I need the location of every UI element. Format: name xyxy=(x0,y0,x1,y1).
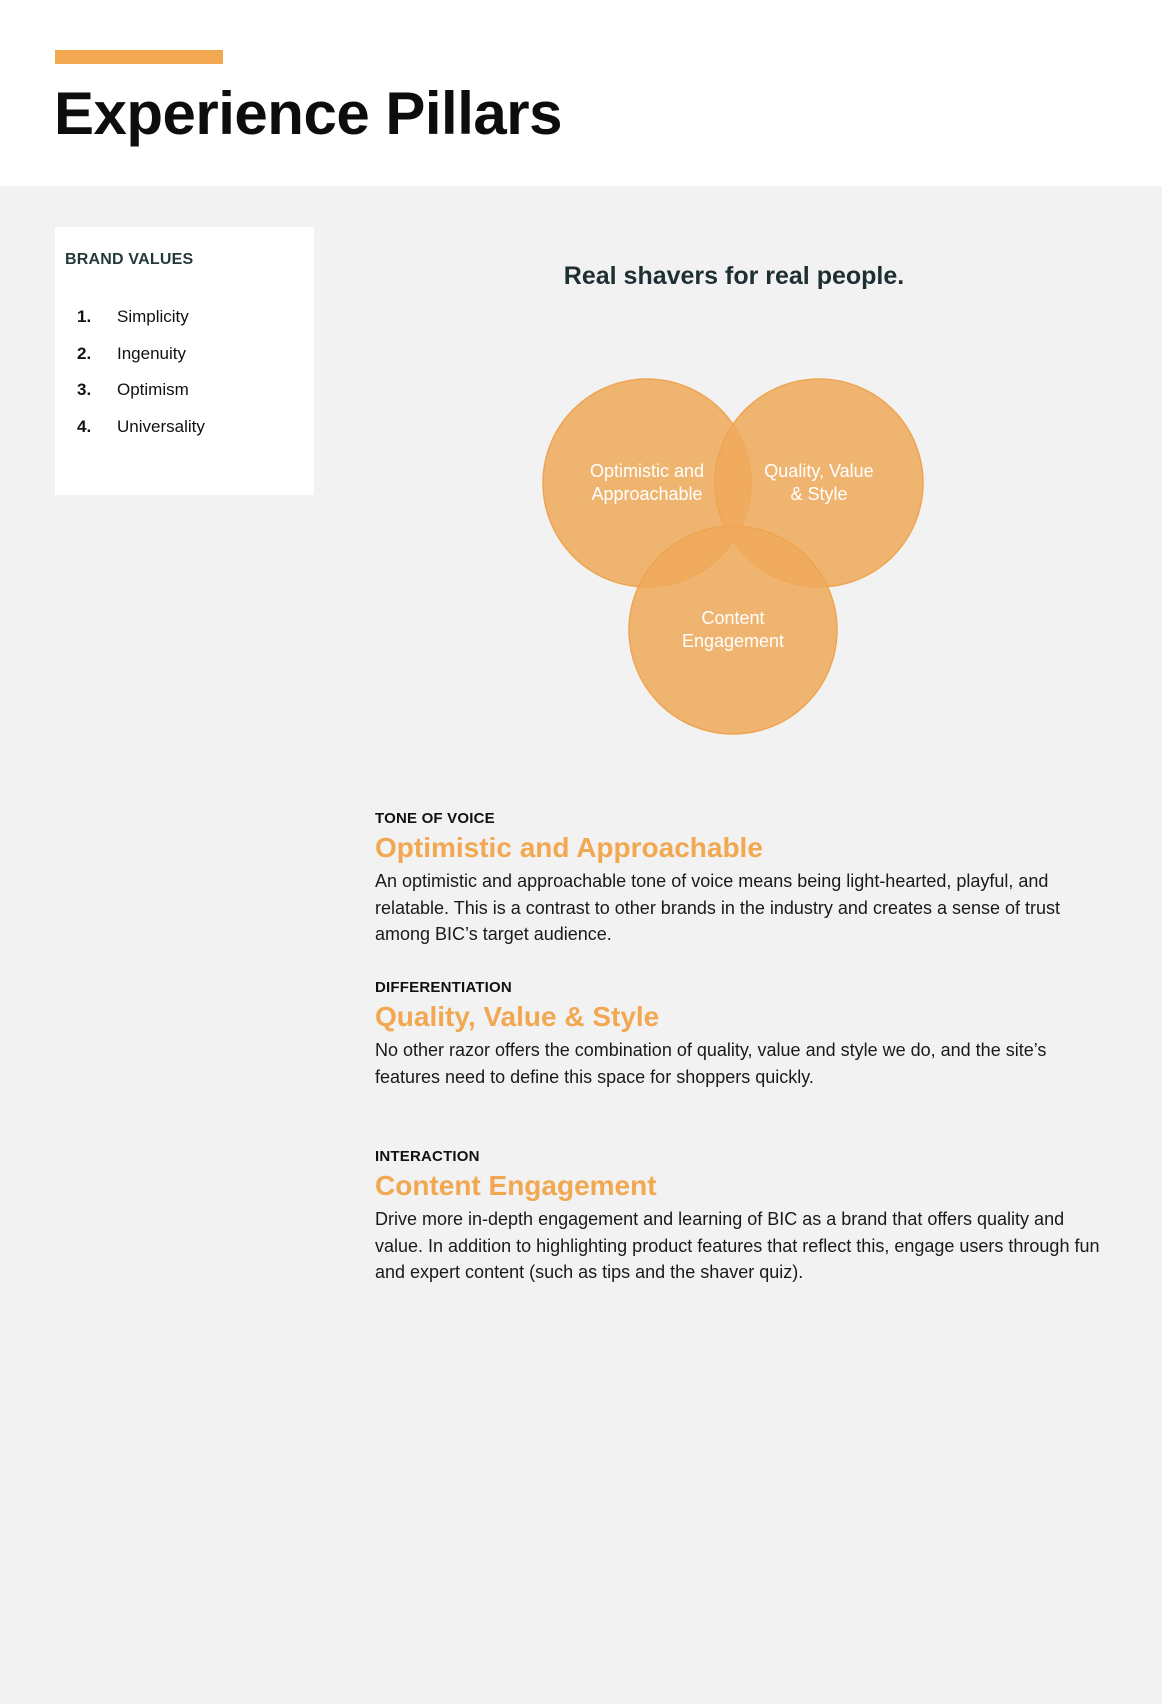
section-label: TONE OF VOICE xyxy=(375,810,495,827)
list-item xyxy=(77,307,205,344)
venn-label-optimistic-line1: Optimistic and xyxy=(589,461,705,481)
list-item-number: 2. xyxy=(77,343,92,363)
list-item-number: 1. xyxy=(77,307,92,326)
list-item-number: 3. xyxy=(77,380,92,399)
section-label: DIFFERENTIATION xyxy=(375,979,512,996)
page-title: Experience Pillars xyxy=(54,80,562,147)
brand-values-list xyxy=(77,307,205,453)
section-tone-of-voice xyxy=(375,810,1105,948)
list-item-number: 4. xyxy=(77,416,92,436)
tagline: Real shavers for real people. xyxy=(563,262,905,290)
section-title: Content Engagement xyxy=(375,1170,657,1201)
venn-circle-engagement xyxy=(629,526,837,734)
page-header xyxy=(0,0,1162,186)
venn-label-engagement-line1: Content xyxy=(701,608,765,628)
section-label: INTERACTION xyxy=(375,1148,480,1165)
brand-values-card xyxy=(55,227,314,495)
venn-label-engagement-line2: Engagement xyxy=(681,631,785,651)
list-item xyxy=(77,344,205,381)
list-item-label: Optimism xyxy=(117,380,189,399)
section-body: No other razor offers the combination of quality, value and style we do, and the site’s features need to define this space for shoppers quickly. xyxy=(375,1040,1047,1087)
list-item xyxy=(77,380,205,417)
venn-diagram xyxy=(540,376,930,736)
venn-label-quality-line1: Quality, Value xyxy=(764,461,874,481)
section-differentiation xyxy=(375,979,1105,1090)
brand-values-heading: BRAND VALUES xyxy=(65,251,194,268)
list-item-label: Simplicity xyxy=(117,307,189,326)
venn-label-optimistic-line2: Approachable xyxy=(591,484,703,504)
list-item xyxy=(77,417,205,454)
accent-bar xyxy=(55,50,223,64)
section-title: Optimistic and Approachable xyxy=(375,832,763,863)
section-body: Drive more in-depth engagement and learning of BIC as a brand that offers quality and value. In addition to highlighting product features that reflect this, engage users through fun and expert content (such as tips and the shaver quiz). xyxy=(375,1209,1100,1282)
list-item-label: Ingenuity xyxy=(117,343,186,363)
list-item-label: Universality xyxy=(117,416,205,436)
section-body: An optimistic and approachable tone of voice means being light-hearted, playful, and relatable. This is a contrast to other brands in the industry and creates a sense of trust among BIC’s target audience. xyxy=(375,871,1061,944)
venn-circle-group xyxy=(543,379,923,734)
venn-label-quality-line2: & Style xyxy=(790,484,848,504)
section-title: Quality, Value & Style xyxy=(375,1001,660,1032)
section-interaction xyxy=(375,1148,1105,1286)
